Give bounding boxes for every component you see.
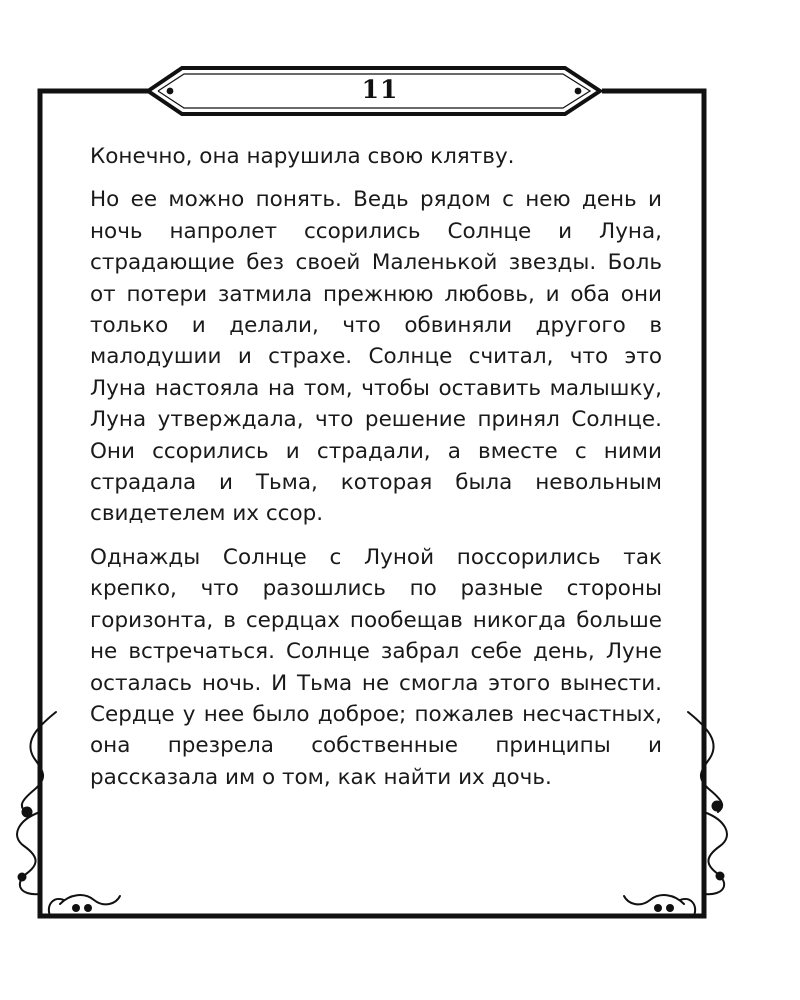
page-number: 11 — [361, 75, 399, 104]
body-text — [90, 141, 662, 793]
paragraph: Конечно, она нарушила свою клятву. — [90, 144, 515, 169]
paragraph: Однажды Солнце с Луной поссорились так крепко, что разошлись по разные стороны горизонта, в сердцах пообещав никогда больше не встречаться. Солнце забрал себе день, Луне осталась ночь. И Тьма не смогла этого вынести. Сердце у нее было доброе; пожалев несчастных, она презрела собственные принципы и рассказала им о том, как найти их дочь. — [90, 544, 662, 790]
paragraph: Но ее можно понять. Ведь рядом с нею день и ночь напролет ссорились Солнце и Луна, страдающие без своей Маленькой звезды. Боль от потери затмила прежнюю любовь, и оба они только и делали, что обвиняли другого в малодушии и страхе. Солнце считал, что это Луна настояла на том, чтобы оставить малышку, Луна утверждала, что решение принял Солнце. Они ссорились и страдали, а вместе с ними страдала и Тьма, которая была невольным свидетелем их ссор. — [90, 187, 662, 527]
banner-dot-right — [575, 88, 582, 95]
banner-dot-left — [167, 88, 174, 95]
left-corner-dots — [18, 807, 93, 913]
